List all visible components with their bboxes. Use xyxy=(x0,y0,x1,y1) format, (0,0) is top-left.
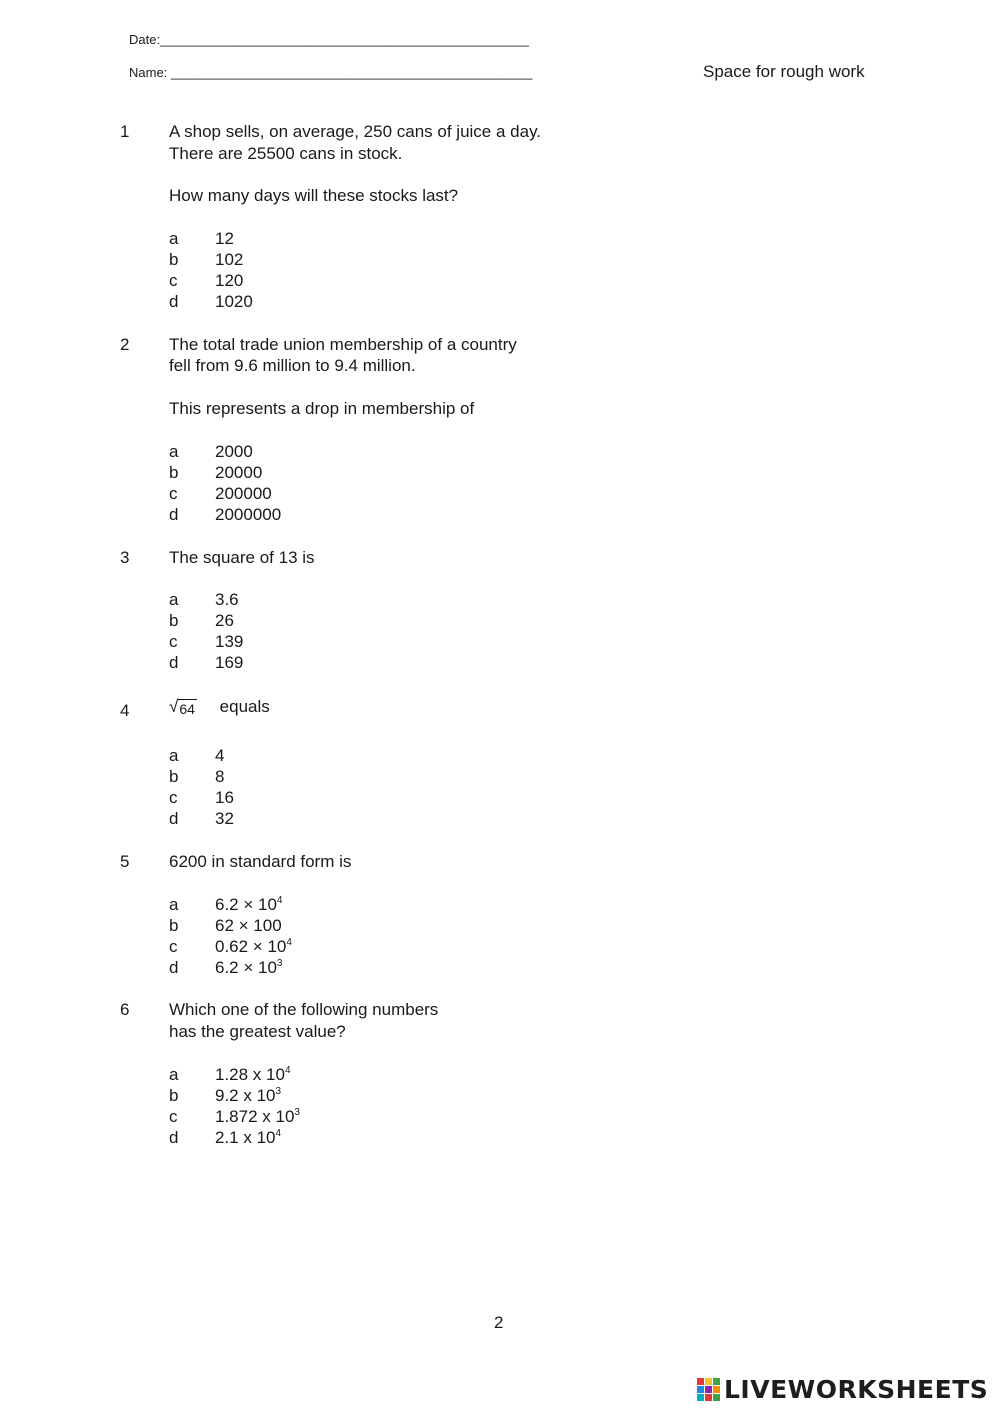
option-value: 12 xyxy=(215,229,234,248)
logo-tile xyxy=(705,1394,712,1401)
option-letter: c xyxy=(169,271,178,290)
logo-tile xyxy=(713,1394,720,1401)
option-value: 2000000 xyxy=(215,505,282,524)
question-number: 2 xyxy=(120,335,130,354)
option-value: 2000 xyxy=(215,442,253,461)
question-number: 3 xyxy=(120,548,130,567)
date-field-label: Date:___________________________________________________ xyxy=(129,32,529,47)
radical-sign: √ xyxy=(169,697,179,716)
option-value: 62 × 100 xyxy=(215,916,282,935)
option-value: $0.62 \times 10^4$ xyxy=(215,937,292,956)
option-value: 20000 xyxy=(215,463,263,482)
question-text: fell from 9.6 million to 9.4 million. xyxy=(169,356,416,375)
option-letter: b xyxy=(169,1086,179,1105)
option-value: 169 xyxy=(215,653,244,672)
square-root-expression xyxy=(169,696,197,717)
option-value: $6.2 \times 10^4$ xyxy=(215,895,283,914)
option-letter: d xyxy=(169,505,179,524)
name-field-label: Name: __________________________________________________ xyxy=(129,65,533,80)
option-letter: a xyxy=(169,1065,179,1084)
rough-work-heading: Space for rough work xyxy=(703,62,865,81)
question-text: A shop sells, on average, 250 cans of juice a day. xyxy=(169,122,542,141)
option-value: 139 xyxy=(215,632,244,651)
option-letter: a xyxy=(169,229,179,248)
option-letter: c xyxy=(169,1107,178,1126)
page-number: 2 xyxy=(494,1313,504,1332)
question-text: 6200 in standard form is xyxy=(169,852,352,871)
logo-tile xyxy=(705,1386,712,1393)
option-letter: b xyxy=(169,463,179,482)
question-number: 4 xyxy=(120,701,130,720)
option-letter: a xyxy=(169,590,179,609)
option-value: 9.2 x $10^3$ xyxy=(215,1086,282,1105)
question-number: 5 xyxy=(120,852,130,871)
option-letter: c xyxy=(169,632,178,651)
option-value: 4 xyxy=(215,746,225,765)
option-value: $6.2 \times 10^3$ xyxy=(215,958,283,977)
option-value: 26 xyxy=(215,611,234,630)
exponent: 4 xyxy=(284,1065,291,1076)
option-letter: d xyxy=(169,653,179,672)
option-letter: d xyxy=(169,292,179,311)
option-letter: b xyxy=(169,767,179,786)
question-number: 6 xyxy=(120,1000,130,1019)
option-letter: a xyxy=(169,895,179,914)
question-text: The total trade union membership of a country xyxy=(169,335,517,354)
exponent: 3 xyxy=(275,1086,282,1097)
question-prompt: How many days will these stocks last? xyxy=(169,186,459,205)
question-text: The square of 13 is xyxy=(169,548,315,567)
option-letter: b xyxy=(169,916,179,935)
option-value: 1.872 x $10^3$ xyxy=(215,1107,300,1126)
option-value: 200000 xyxy=(215,484,272,503)
option-value: 1020 xyxy=(215,292,253,311)
option-value: 102 xyxy=(215,250,244,269)
exponent: 4 xyxy=(275,1128,282,1139)
option-letter: d xyxy=(169,958,179,977)
question-number: 1 xyxy=(120,122,130,141)
option-value: 8 xyxy=(215,767,225,786)
logo-text: LIVEWORKSHEETS xyxy=(724,1375,989,1404)
option-value: 32 xyxy=(215,809,234,828)
option-letter: c xyxy=(169,484,178,503)
question-prompt: This represents a drop in membership of xyxy=(169,399,475,418)
option-letter: a xyxy=(169,442,179,461)
option-value: 2.1 x $10^4$ xyxy=(215,1128,282,1147)
option-value: 120 xyxy=(215,271,244,290)
exponent: 3 xyxy=(294,1107,300,1118)
logo-tile xyxy=(697,1378,704,1385)
option-letter: d xyxy=(169,1128,179,1147)
option-letter: a xyxy=(169,746,179,765)
option-letter: b xyxy=(169,250,179,269)
option-value: 3.6 xyxy=(215,590,239,609)
logo-tile xyxy=(713,1378,720,1385)
radicand: 64 xyxy=(179,701,195,717)
logo-tile xyxy=(713,1386,720,1393)
option-value: 16 xyxy=(215,788,234,807)
option-letter: c xyxy=(169,788,178,807)
question-text xyxy=(169,696,270,717)
exponent: 3 xyxy=(276,958,283,969)
logo-grid-icon xyxy=(697,1378,720,1401)
option-value: 1.28 x $10^4$ xyxy=(215,1065,291,1084)
question-text-after: equals xyxy=(219,697,270,716)
option-letter: b xyxy=(169,611,179,630)
logo-tile xyxy=(697,1386,704,1393)
option-letter: d xyxy=(169,809,179,828)
question-text: There are 25500 cans in stock. xyxy=(169,144,403,163)
logo-tile xyxy=(697,1394,704,1401)
exponent: 4 xyxy=(276,895,283,906)
exponent: 4 xyxy=(286,937,292,948)
question-text: Which one of the following numbers xyxy=(169,1000,439,1019)
question-text: has the greatest value? xyxy=(169,1022,346,1041)
option-letter: c xyxy=(169,937,178,956)
logo-tile xyxy=(705,1378,712,1385)
liveworksheets-logo xyxy=(697,1375,988,1404)
